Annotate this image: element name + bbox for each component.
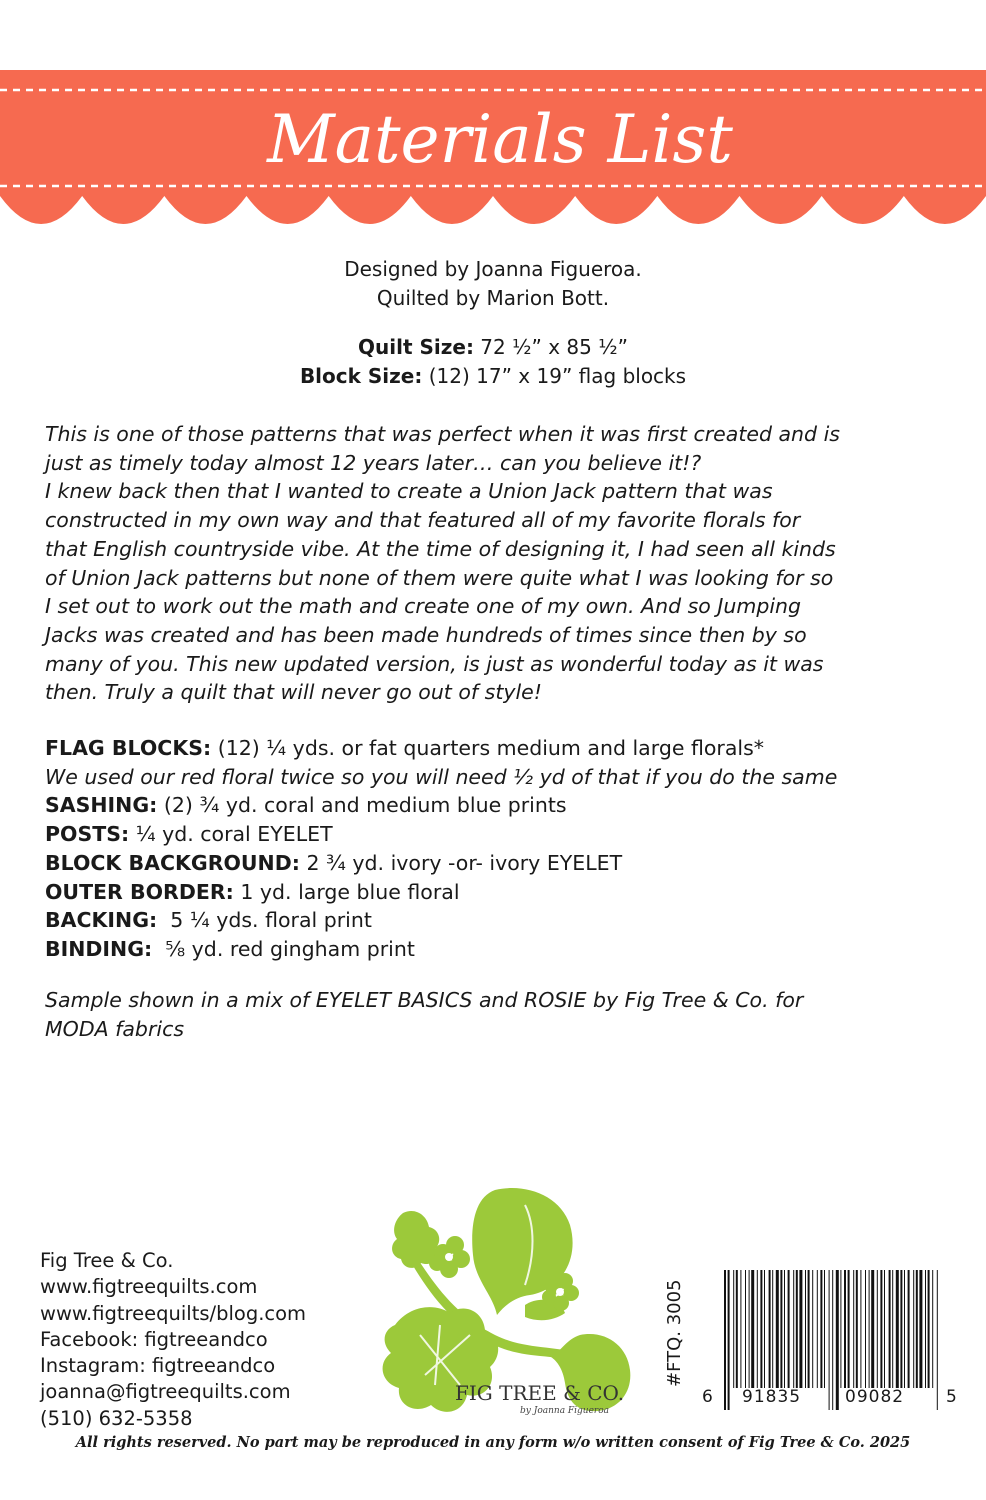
barcode-bar [836,1270,839,1410]
material-posts [45,820,965,849]
barcode-bar [896,1270,899,1388]
barcode-bar [728,1270,730,1410]
barcode-bar [908,1270,910,1388]
logo-byline: by Joanna Figueroa [520,1406,610,1416]
barcode-bar [928,1270,930,1388]
facebook-handle: Facebook: figtreeandco [40,1327,268,1351]
header-banner [0,0,986,240]
material-value: 1 yd. large blue floral [233,879,460,904]
barcode-bar [860,1270,861,1388]
materials-list [45,734,965,964]
barcode-bar [829,1270,830,1410]
intro-line: Jacks was created and has been made hundreds of times since then by so [45,622,807,647]
barcode-bar [884,1270,885,1388]
barcode-bar [856,1270,858,1388]
intro-line: This is one of those patterns that was perfect when it was first created and is [45,422,840,446]
sample-line: MODA fabrics [45,1016,185,1041]
barcode-bar [937,1270,938,1410]
instagram-handle: Instagram: figtreeandco [40,1354,276,1378]
material-label: SASHING: [45,793,158,818]
quilt-size [0,333,986,362]
barcode-bar [799,1270,802,1388]
barcode-bar [757,1270,758,1388]
barcode-bar [772,1270,773,1388]
intro-line: that English countryside vibe. At the time of designing it, I had seen all kinds [45,536,836,561]
barcode-bar [808,1270,810,1388]
barcode-bar [776,1270,779,1388]
intro-line: I set out to work out the math and create one of my own. And so Jumping [45,594,802,619]
material-value: (12) ¼ yds. or fat quarters medium and large florals* [211,736,765,760]
intro-line: constructed in my own way and that featured all of my favorite florals for [45,508,801,533]
barcode-bar [832,1270,833,1410]
barcode-bar [820,1270,822,1388]
sample-note [45,986,945,1043]
material-label: POSTS: [45,822,130,847]
block-size-label: Block Size: [299,364,423,388]
quilted-by: Quilted by Marion Bott. [376,286,610,310]
contact-info [40,1248,370,1432]
barcode-bar [824,1270,825,1388]
barcode-bar [844,1270,846,1388]
quilt-size-value: 72 ½” x 85 ½” [473,335,628,359]
intro-paragraph [45,420,945,707]
material-binding [45,935,965,964]
intro-line: many of you. This new updated version, is just as wonderful today as it was [45,651,824,676]
page-title: Materials List [267,101,733,178]
material-value: 2 ¾ yd. ivory -or- ivory EYELET [299,850,623,875]
barcode-bar [812,1270,813,1388]
block-size [0,362,986,391]
barcode-bar [869,1270,870,1388]
barcode-bar [900,1270,902,1388]
blog-link: www.figtreequilts/blog.com [40,1301,307,1325]
material-backing [45,906,965,935]
barcode-lead-digit: 6 [702,1387,713,1407]
barcode-bar [877,1270,878,1388]
barcode-bar [932,1270,933,1388]
material-block-background [45,849,965,878]
logo-wordmark: FIG TREE & CO. [455,1381,625,1405]
barcode-bar [889,1270,891,1388]
barcode-bar [733,1270,734,1388]
barcode-bar [764,1270,765,1388]
barcode-bar [919,1270,922,1388]
barcode-bar [751,1270,754,1388]
barcode-bar [724,1270,726,1410]
material-label: BINDING: [45,936,153,961]
intro-line: then. Truly a quilt that will never go out of style! [45,680,543,705]
barcode-bar [913,1270,914,1388]
quilt-size-label: Quilt Size: [358,335,474,359]
designed-by: Designed by Joanna Figueroa. [344,257,642,281]
barcode-bar [925,1270,926,1388]
copyright-notice: All rights reserved. No part may be reproduced in any form w/o written consent of Fig Tree & Co. 2025 [75,1434,911,1451]
barcode-bar [865,1270,866,1388]
barcode-right-digits: 09082 [845,1387,905,1407]
barcode-bar [788,1270,790,1388]
material-outer-border [45,878,965,907]
barcode-bar [749,1270,750,1388]
barcode-bar [784,1270,785,1388]
barcode-bar [745,1270,746,1388]
material-label: OUTER BORDER: [45,879,234,904]
barcode-bar [892,1270,893,1388]
size-info [0,333,986,391]
material-value: (2) ¾ yd. coral and medium blue prints [157,793,567,818]
company-name: Fig Tree & Co. [40,1249,174,1272]
flag-blocks-note: We used our red floral twice so you will need ½ yd of that if you do the same [45,764,838,789]
barcode-bar [871,1270,874,1388]
material-label: FLAG BLOCKS: [45,736,212,760]
barcode-bar [848,1270,850,1388]
barcode-check-digit: 5 [946,1387,957,1407]
barcode-bar [736,1270,738,1388]
material-value: ¼ yd. coral EYELET [129,822,333,847]
barcode-bar [796,1270,798,1388]
barcode-bar [760,1270,762,1388]
phone-number: (510) 632-5358 [40,1406,193,1430]
credits [0,255,986,313]
material-flag-blocks [45,734,965,763]
barcode-bar [780,1270,782,1388]
barcode-bar [880,1270,882,1388]
barcode-bar [740,1270,741,1388]
intro-line: I knew back then that I wanted to create a Union Jack pattern that was [45,479,773,504]
intro-line: of Union Jack patterns but none of them were quite what I was looking for so [45,565,834,590]
barcode-bar [916,1270,918,1388]
material-label: BACKING: [45,908,158,933]
barcode-bar [769,1270,771,1388]
material-label: BLOCK BACKGROUND: [45,850,300,875]
material-sashing [45,791,965,820]
barcode-bar [805,1270,806,1388]
barcode-bar [904,1270,905,1388]
barcode-bar [817,1270,818,1388]
sample-line: Sample shown in a mix of EYELET BASICS and ROSIE by Fig Tree & Co. for [45,988,804,1012]
intro-line: just as timely today almost 12 years later… can you believe it!? [45,450,702,475]
material-value: ⅝ yd. red gingham print [152,936,415,961]
website-link: www.figtreequilts.com [40,1275,258,1299]
material-value: 5 ¼ yds. floral print [157,908,372,933]
barcode-bar [853,1270,854,1388]
barcode-bar [793,1270,794,1388]
barcode-left-digits: 91835 [742,1387,802,1407]
email-address: joanna@figtreequilts.com [40,1380,291,1404]
barcode-bar [840,1270,841,1388]
block-size-value: (12) 17” x 19” flag blocks [422,364,687,388]
product-sku: #FTQ. 3005 [664,1279,685,1387]
